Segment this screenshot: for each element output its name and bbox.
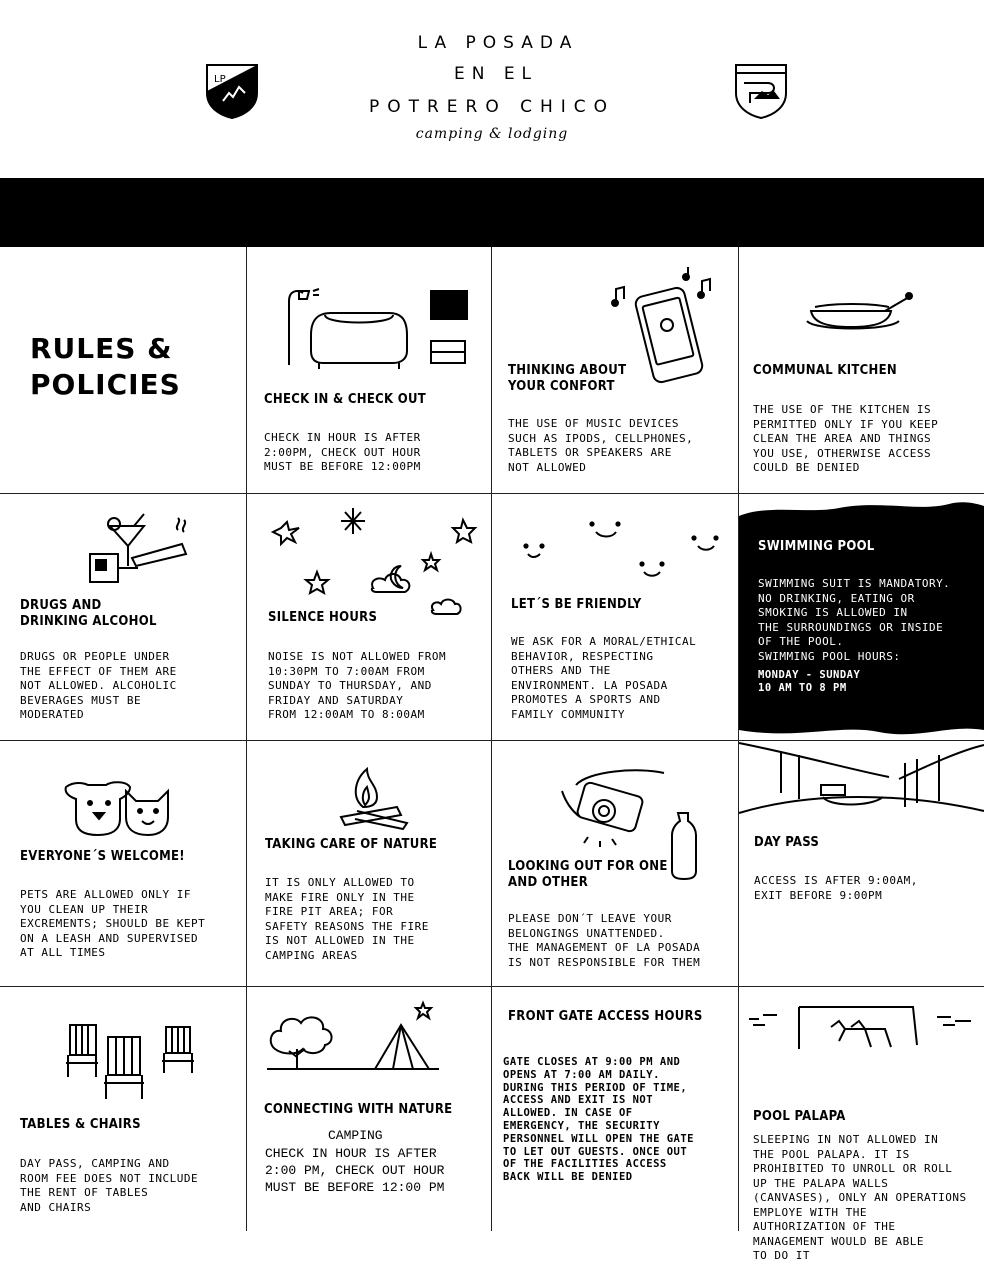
drugs-title: DRUGS AND DRINKING ALCOHOL <box>20 598 157 629</box>
silence-cell <box>247 494 491 740</box>
rules-heading-cell <box>0 247 246 493</box>
silence-body: NOISE IS NOT ALLOWED FROM 10:30PM TO 7:00AM FROM SUNDAY TO THURSDAY, AND FRIDAY AND SATURDAY FROM 12:00AM TO 8:00AM <box>268 650 447 721</box>
night-sky-icon <box>267 504 479 622</box>
daypass-body: ACCESS IS AFTER 9:00AM, EXIT BEFORE 9:00PM <box>754 874 918 902</box>
header <box>0 0 984 178</box>
pool-title: SWIMMING POOL <box>758 539 875 554</box>
drugs-body: DRUGS OR PEOPLE UNDER THE EFFECT OF THEM ARE NOT ALLOWED. ALCOHOLIC BEVERAGES MUST BE MODERATED <box>20 650 177 721</box>
lookout-title: LOOKING OUT FOR ONE AND OTHER <box>508 859 668 890</box>
nature-cell <box>247 741 491 986</box>
welcome-title: EVERYONE´S WELCOME! <box>20 849 185 864</box>
drugs-cell <box>0 494 246 740</box>
connecting-cell <box>247 987 491 1231</box>
friendly-title: LET´S BE FRIENDLY <box>511 597 642 612</box>
kitchen-title: COMMUNAL KITCHEN <box>753 363 898 378</box>
connecting-title: CONNECTING WITH NATURE <box>264 1102 453 1117</box>
gate-title: FRONT GATE ACCESS HOURS <box>508 1009 703 1024</box>
silence-title: SILENCE HOURS <box>268 610 378 625</box>
lookout-body: PLEASE DON´T LEAVE YOUR BELONGINGS UNATTENDED. THE MANAGEMENT OF LA POSADA IS NOT RESPONSIBLE FOR THEM <box>508 912 701 969</box>
friendly-body: WE ASK FOR A MORAL/ETHICAL BEHAVIOR, RESPECTING OTHERS AND THE ENVIRONMENT. LA POSADA PROMOTES A SPORTS AND FAMILY COMMUNITY <box>511 635 697 721</box>
tree-tent-icon <box>267 999 439 1071</box>
daypass-title: DAY PASS <box>754 835 820 850</box>
bowl-spoon-icon <box>805 291 915 335</box>
daypass-cell <box>739 741 984 986</box>
connecting-body: CHECK IN HOUR IS AFTER 2:00 PM, CHECK OUT HOUR MUST BE BEFORE 12:00 PM <box>265 1146 445 1195</box>
brand-tagline: camping & lodging <box>415 126 569 142</box>
welcome-body: PETS ARE ALLOWED ONLY IF YOU CLEAN UP THEIR EXCREMENTS; SHOULD BE KEPT ON A LEASH AND SUPERVISED AT ALL TIMES <box>20 888 206 959</box>
dog-cat-icon <box>60 779 176 837</box>
campfire-icon <box>337 767 411 829</box>
comfort-title: THINKING ABOUT YOUR CONFORT <box>508 363 627 394</box>
black-banner <box>0 178 984 247</box>
smiley-faces-icon <box>522 520 722 590</box>
pool-entrance-icon <box>739 741 984 821</box>
tables-title: TABLES & CHAIRS <box>20 1117 141 1132</box>
gate-cell <box>492 987 738 1231</box>
chairs-icon <box>64 1023 198 1099</box>
tables-cell <box>0 987 246 1231</box>
checkin-cell <box>247 247 491 493</box>
comfort-body: THE USE OF MUSIC DEVICES SUCH AS IPODS, CELLPHONES, TABLETS OR SPEAKERS ARE NOT ALLOWED <box>508 417 694 474</box>
lp-shield-logo-icon <box>205 63 259 119</box>
kitchen-body: THE USE OF THE KITCHEN IS PERMITTED ONLY IF YOU KEEP CLEAN THE AREA AND THINGS YOU USE, OTHERWISE ACCESS COULD BE DENIED <box>753 403 939 474</box>
palapa-loungers-icon <box>747 1005 979 1055</box>
pool-body: SWIMMING SUIT IS MANDATORY. NO DRINKING, EATING OR SMOKING IS ALLOWED IN THE SURROUNDINGS OR INSIDE OF THE POOL. SWIMMING POOL HOURS: <box>758 577 951 663</box>
lp-logo-text: LP <box>214 74 226 85</box>
friendly-cell <box>492 494 738 740</box>
brand-name-line-1: LA POSADA <box>417 33 579 53</box>
kitchen-cell <box>739 247 984 493</box>
room-furniture-icon <box>269 285 469 373</box>
palapa-body: SLEEPING IN NOT ALLOWED IN THE POOL PALAPA. IT IS PROHIBITED TO UNROLL OR ROLL UP THE PALAPA WALLS (CANVASES), ONLY AN OPERATIONS EMPLOYE WITH THE AUTHORIZATION OF THE MANAGEMENT WOULD BE ABLE TO DO IT <box>753 1133 967 1262</box>
nature-title: TAKING CARE OF NATURE <box>265 837 438 852</box>
nature-body: IT IS ONLY ALLOWED TO MAKE FIRE ONLY IN THE FIRE PIT AREA; FOR SAFETY REASONS THE FIRE IS NOT ALLOWED IN THE CAMPING AREAS <box>265 876 429 962</box>
lookout-cell <box>492 741 738 986</box>
brand-name-line-3: POTRERO CHICO <box>368 97 616 117</box>
phone-music-icon <box>610 265 720 385</box>
tables-body: DAY PASS, CAMPING AND ROOM FEE DOES NOT INCLUDE THE RENT OF TABLES AND CHAIRS <box>20 1157 199 1214</box>
welcome-cell <box>0 741 246 986</box>
checkin-title: CHECK IN & CHECK OUT <box>264 392 427 407</box>
palapa-title: POOL PALAPA <box>753 1109 846 1124</box>
pool-cell <box>739 494 984 740</box>
checkin-body: CHECK IN HOUR IS AFTER 2:00PM, CHECK OUT HOUR MUST BE BEFORE 12:00PM <box>264 431 421 473</box>
rules-grid <box>0 247 984 1262</box>
comfort-cell <box>492 247 738 493</box>
gate-body: GATE CLOSES AT 9:00 PM AND OPENS AT 7:00 AM DAILY. DURING THIS PERIOD OF TIME, ACCESS AND EXIT IS NOT ALLOWED. IN CASE OF EMERGENCY, THE SECURITY PERSONNEL WILL OPEN THE GATE TO LET OUT GUESTS. ONCE OUT OF THE FACILITIES ACCESS BACK WILL BE DENIED <box>503 1056 695 1184</box>
page-title: RULES & POLICIES <box>30 332 181 401</box>
palapa-cell <box>739 987 984 1262</box>
pool-hours: MONDAY - SUNDAY 10 AM TO 8 PM <box>758 669 861 694</box>
p-shield-logo-icon <box>734 63 788 119</box>
brand-name-line-2: EN EL <box>453 64 539 84</box>
drinks-cigar-icon <box>88 514 192 584</box>
connecting-subtitle: CAMPING <box>328 1128 383 1143</box>
